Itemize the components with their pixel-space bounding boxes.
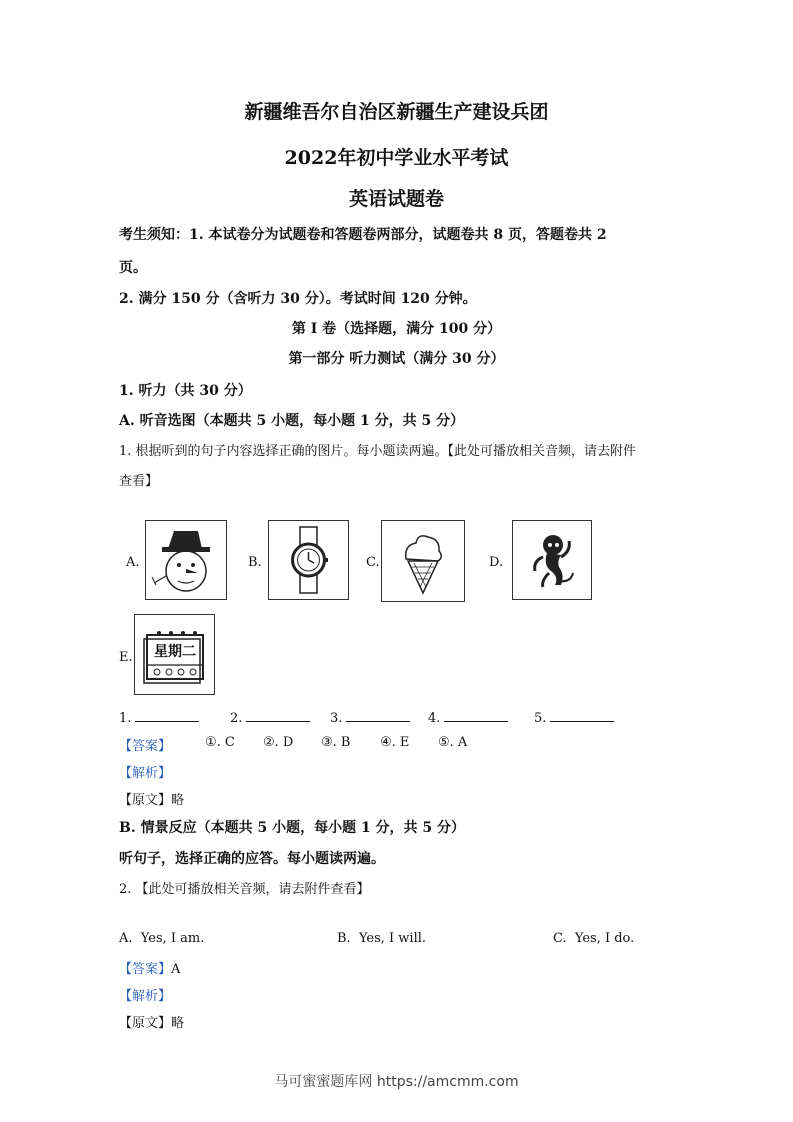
blank-label: 1.: [119, 711, 132, 726]
picture-a[interactable]: [145, 520, 227, 600]
exam-title-subject: 英语试题卷: [348, 188, 444, 210]
option-text: Yes, I will.: [358, 931, 427, 946]
blank-label: 2.: [230, 711, 243, 726]
q2-option-c[interactable]: [553, 931, 634, 946]
option-text: Yes, I do.: [574, 931, 635, 946]
q1-answer-5: ⑤. A: [438, 735, 468, 750]
picture-c[interactable]: [381, 520, 465, 602]
blank-line: [246, 709, 310, 722]
q1-analysis-label: 【解析】: [119, 766, 172, 781]
blank-label: 4.: [428, 711, 441, 726]
q1-answer-3: ③. B: [321, 735, 351, 750]
exam-title-region: 新疆维吾尔自治区新疆生产建设兵团: [244, 101, 549, 123]
section-listening: 1. 听力（共 30 分）: [119, 383, 252, 399]
q1-answer-4: ④. E: [380, 735, 410, 750]
q2-answer-label: 【答案】: [119, 962, 172, 977]
notice-line-1: 考生须知：1. 本试卷分为试题卷和答题卷两部分，试题卷共 8 页，答题卷共 2: [119, 227, 607, 243]
picture-label-d: D.: [489, 555, 504, 570]
q1-answer-2: ②. D: [263, 735, 294, 750]
q1-instruction-line-1: 1. 根据听到的句子内容选择正确的图片。每小题读两遍。【此处可播放相关音频，请去附件: [119, 444, 637, 459]
q2-answer: [119, 958, 180, 977]
notice-line-2: 页。: [119, 260, 147, 276]
picture-label-e: E.: [119, 650, 133, 665]
snowman-icon: [146, 521, 226, 599]
picture-label-b: B.: [248, 555, 262, 570]
q1-answer-1: ①. C: [205, 735, 235, 750]
volume-heading: 第 I 卷（选择题，满分 100 分）: [291, 321, 502, 337]
picture-label-c: C.: [366, 555, 380, 570]
q1-answer-label: 【答案】: [119, 739, 172, 754]
calendar-text: 星期二: [154, 644, 196, 660]
option-letter: A.: [119, 931, 133, 946]
q1-instruction-line-2: 查看】: [119, 474, 159, 489]
picture-b[interactable]: [268, 520, 349, 600]
q2-option-a[interactable]: [119, 931, 204, 946]
blank-line: [550, 709, 614, 722]
blank-line: [346, 709, 410, 722]
option-text: Yes, I am.: [140, 931, 205, 946]
q2-prompt: 2. 【此处可播放相关音频，请去附件查看】: [119, 882, 370, 897]
exam-title-year: 2022年初中学业水平考试: [284, 147, 509, 169]
answer-blank-5[interactable]: [534, 709, 614, 726]
footer-watermark: 马可蜜蜜题库网 https://amcmm.com: [274, 1074, 519, 1090]
monkey-icon: [513, 521, 591, 599]
notice-line-3: 2. 满分 150 分（含听力 30 分）。考试时间 120 分钟。: [119, 291, 477, 307]
picture-d[interactable]: [512, 520, 592, 600]
section-b-heading: B. 情景反应（本题共 5 小题，每小题 1 分，共 5 分）: [119, 820, 466, 836]
option-letter: B.: [337, 931, 351, 946]
q2-original-text: 【原文】略: [119, 1016, 185, 1031]
q2-analysis-label: 【解析】: [119, 989, 172, 1004]
q2-answer-value: A: [171, 962, 181, 977]
q2-option-b[interactable]: [337, 931, 426, 946]
part-heading: 第一部分 听力测试（满分 30 分）: [288, 351, 505, 367]
answer-blank-4[interactable]: [428, 709, 508, 726]
blank-label: 5.: [534, 711, 547, 726]
answer-blank-3[interactable]: [330, 709, 410, 726]
picture-label-a: A.: [126, 555, 140, 570]
ice-cream-icon: [382, 521, 464, 601]
blank-line: [135, 709, 199, 722]
blank-label: 3.: [330, 711, 343, 726]
watch-icon: [269, 521, 348, 599]
section-a-heading: A. 听音选图（本题共 5 小题，每小题 1 分，共 5 分）: [119, 413, 465, 429]
q1-original-text: 【原文】略: [119, 793, 185, 808]
blank-line: [444, 709, 508, 722]
picture-e[interactable]: [134, 614, 215, 695]
answer-blank-1[interactable]: [119, 709, 199, 726]
section-b-instruction: 听句子，选择正确的应答。每小题读两遍。: [119, 851, 385, 867]
answer-blank-2[interactable]: [230, 709, 310, 726]
option-letter: C.: [553, 931, 567, 946]
